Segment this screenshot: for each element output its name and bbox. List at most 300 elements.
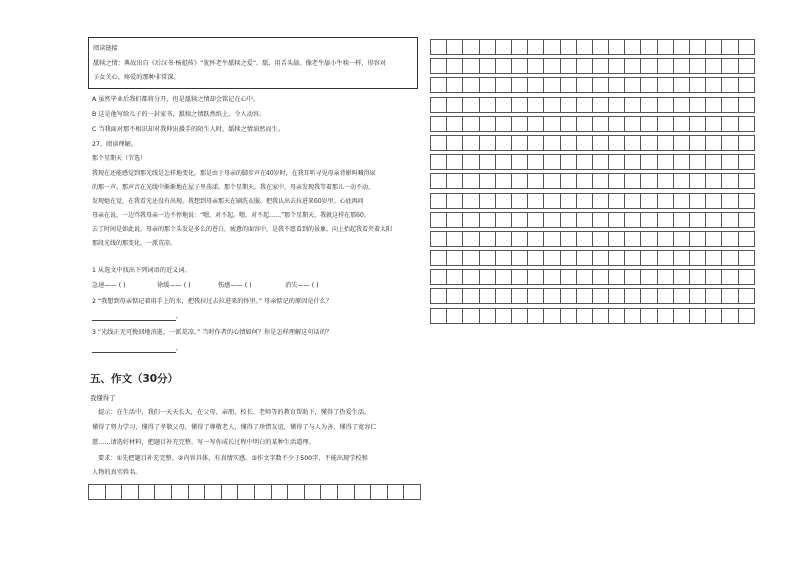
grid-cell[interactable] bbox=[592, 155, 608, 170]
grid-cell[interactable] bbox=[625, 212, 641, 227]
grid-cell[interactable] bbox=[722, 270, 738, 285]
grid-cell[interactable] bbox=[609, 270, 625, 285]
grid-cell[interactable] bbox=[560, 270, 576, 285]
grid-cell[interactable] bbox=[609, 97, 625, 112]
grid-cell[interactable] bbox=[447, 135, 463, 150]
grid-cell[interactable] bbox=[641, 116, 657, 131]
grid-cell[interactable] bbox=[576, 97, 592, 112]
grid-cell[interactable] bbox=[463, 270, 479, 285]
grid-cell[interactable] bbox=[722, 231, 738, 246]
grid-cell[interactable] bbox=[528, 270, 544, 285]
grid-cell[interactable] bbox=[528, 212, 544, 227]
grid-cell[interactable] bbox=[690, 270, 706, 285]
grid-cell[interactable] bbox=[592, 289, 608, 304]
grid-cell[interactable] bbox=[511, 116, 527, 131]
grid-cell[interactable] bbox=[722, 289, 738, 304]
grid-cell[interactable] bbox=[673, 289, 689, 304]
grid-cell[interactable] bbox=[495, 97, 511, 112]
grid-cell[interactable] bbox=[592, 231, 608, 246]
grid-cell[interactable] bbox=[706, 97, 722, 112]
grid-cell[interactable] bbox=[641, 251, 657, 266]
grid-cell[interactable] bbox=[592, 308, 608, 323]
grid-cell[interactable] bbox=[576, 59, 592, 74]
grid-cell[interactable] bbox=[722, 97, 738, 112]
grid-cell[interactable] bbox=[288, 485, 305, 500]
grid-cell[interactable] bbox=[625, 78, 641, 93]
grid-cell[interactable] bbox=[673, 59, 689, 74]
grid-cell[interactable] bbox=[706, 212, 722, 227]
grid-cell[interactable] bbox=[609, 116, 625, 131]
grid-cell[interactable] bbox=[657, 193, 673, 208]
grid-cell[interactable] bbox=[706, 174, 722, 189]
grid-cell[interactable] bbox=[560, 193, 576, 208]
grid-cell[interactable] bbox=[560, 308, 576, 323]
grid-cell[interactable] bbox=[722, 40, 738, 55]
grid-cell[interactable] bbox=[722, 251, 738, 266]
grid-cell[interactable] bbox=[271, 485, 288, 500]
grid-cell[interactable] bbox=[431, 251, 447, 266]
grid-cell[interactable] bbox=[479, 174, 495, 189]
grid-cell[interactable] bbox=[609, 231, 625, 246]
grid-cell[interactable] bbox=[625, 116, 641, 131]
grid-cell[interactable] bbox=[511, 155, 527, 170]
grid-cell[interactable] bbox=[576, 308, 592, 323]
grid-cell[interactable] bbox=[560, 289, 576, 304]
grid-cell[interactable] bbox=[657, 231, 673, 246]
grid-cell[interactable] bbox=[479, 193, 495, 208]
grid-cell[interactable] bbox=[576, 193, 592, 208]
grid-cell[interactable] bbox=[495, 155, 511, 170]
grid-cell[interactable] bbox=[560, 212, 576, 227]
grid-cell[interactable] bbox=[641, 289, 657, 304]
grid-cell[interactable] bbox=[105, 485, 122, 500]
grid-cell[interactable] bbox=[609, 212, 625, 227]
grid-cell[interactable] bbox=[609, 289, 625, 304]
grid-cell[interactable] bbox=[641, 212, 657, 227]
grid-cell[interactable] bbox=[511, 40, 527, 55]
grid-cell[interactable] bbox=[576, 289, 592, 304]
grid-cell[interactable] bbox=[657, 289, 673, 304]
grid-cell[interactable] bbox=[495, 174, 511, 189]
grid-cell[interactable] bbox=[463, 59, 479, 74]
grid-cell[interactable] bbox=[609, 308, 625, 323]
grid-cell[interactable] bbox=[673, 40, 689, 55]
grid-cell[interactable] bbox=[431, 78, 447, 93]
grid-cell[interactable] bbox=[188, 485, 205, 500]
grid-cell[interactable] bbox=[495, 251, 511, 266]
grid-cell[interactable] bbox=[447, 308, 463, 323]
grid-cell[interactable] bbox=[706, 78, 722, 93]
grid-cell[interactable] bbox=[511, 78, 527, 93]
grid-cell[interactable] bbox=[592, 193, 608, 208]
grid-cell[interactable] bbox=[221, 485, 238, 500]
grid-cell[interactable] bbox=[625, 135, 641, 150]
grid-cell[interactable] bbox=[657, 155, 673, 170]
grid-cell[interactable] bbox=[463, 40, 479, 55]
grid-cell[interactable] bbox=[738, 308, 754, 323]
grid-cell[interactable] bbox=[592, 59, 608, 74]
grid-cell[interactable] bbox=[576, 174, 592, 189]
grid-cell[interactable] bbox=[544, 231, 560, 246]
grid-cell[interactable] bbox=[528, 59, 544, 74]
grid-cell[interactable] bbox=[592, 212, 608, 227]
answer-line-2[interactable] bbox=[92, 320, 176, 321]
grid-cell[interactable] bbox=[544, 135, 560, 150]
grid-cell[interactable] bbox=[625, 155, 641, 170]
grid-cell[interactable] bbox=[609, 174, 625, 189]
grid-cell[interactable] bbox=[738, 289, 754, 304]
grid-cell[interactable] bbox=[609, 40, 625, 55]
grid-cell[interactable] bbox=[495, 135, 511, 150]
grid-cell[interactable] bbox=[641, 97, 657, 112]
grid-cell[interactable] bbox=[609, 135, 625, 150]
grid-cell[interactable] bbox=[463, 78, 479, 93]
grid-cell[interactable] bbox=[431, 289, 447, 304]
grid-cell[interactable] bbox=[690, 78, 706, 93]
grid-cell[interactable] bbox=[528, 308, 544, 323]
grid-cell[interactable] bbox=[673, 193, 689, 208]
grid-cell[interactable] bbox=[479, 308, 495, 323]
grid-cell[interactable] bbox=[738, 59, 754, 74]
grid-cell[interactable] bbox=[738, 155, 754, 170]
grid-cell[interactable] bbox=[431, 174, 447, 189]
grid-cell[interactable] bbox=[560, 40, 576, 55]
grid-cell[interactable] bbox=[495, 212, 511, 227]
grid-cell[interactable] bbox=[592, 251, 608, 266]
grid-cell[interactable] bbox=[657, 251, 673, 266]
grid-cell[interactable] bbox=[609, 59, 625, 74]
grid-cell[interactable] bbox=[738, 231, 754, 246]
grid-cell[interactable] bbox=[463, 308, 479, 323]
grid-cell[interactable] bbox=[609, 78, 625, 93]
grid-cell[interactable] bbox=[641, 155, 657, 170]
grid-cell[interactable] bbox=[511, 135, 527, 150]
grid-cell[interactable] bbox=[479, 135, 495, 150]
grid-cell[interactable] bbox=[431, 97, 447, 112]
grid-cell[interactable] bbox=[738, 212, 754, 227]
grid-cell[interactable] bbox=[690, 40, 706, 55]
grid-cell[interactable] bbox=[722, 78, 738, 93]
grid-cell[interactable] bbox=[528, 97, 544, 112]
grid-cell[interactable] bbox=[657, 59, 673, 74]
grid-cell[interactable] bbox=[690, 116, 706, 131]
grid-cell[interactable] bbox=[544, 97, 560, 112]
grid-cell[interactable] bbox=[722, 212, 738, 227]
grid-cell[interactable] bbox=[495, 308, 511, 323]
grid-cell[interactable] bbox=[205, 485, 222, 500]
grid-cell[interactable] bbox=[706, 155, 722, 170]
grid-cell[interactable] bbox=[511, 212, 527, 227]
grid-cell[interactable] bbox=[431, 270, 447, 285]
grid-cell[interactable] bbox=[447, 116, 463, 131]
grid-cell[interactable] bbox=[560, 59, 576, 74]
grid-cell[interactable] bbox=[479, 155, 495, 170]
grid-cell[interactable] bbox=[254, 485, 271, 500]
grid-cell[interactable] bbox=[155, 485, 172, 500]
grid-cell[interactable] bbox=[528, 193, 544, 208]
grid-cell[interactable] bbox=[304, 485, 321, 500]
grid-cell[interactable] bbox=[463, 251, 479, 266]
grid-cell[interactable] bbox=[544, 116, 560, 131]
grid-cell[interactable] bbox=[528, 40, 544, 55]
grid-cell[interactable] bbox=[371, 485, 388, 500]
grid-cell[interactable] bbox=[511, 251, 527, 266]
grid-cell[interactable] bbox=[592, 97, 608, 112]
grid-cell[interactable] bbox=[673, 231, 689, 246]
grid-cell[interactable] bbox=[592, 116, 608, 131]
grid-cell[interactable] bbox=[592, 174, 608, 189]
grid-cell[interactable] bbox=[447, 270, 463, 285]
grid-cell[interactable] bbox=[528, 135, 544, 150]
grid-cell[interactable] bbox=[625, 174, 641, 189]
grid-cell[interactable] bbox=[354, 485, 371, 500]
grid-cell[interactable] bbox=[738, 97, 754, 112]
grid-cell[interactable] bbox=[560, 251, 576, 266]
grid-cell[interactable] bbox=[238, 485, 255, 500]
grid-cell[interactable] bbox=[641, 174, 657, 189]
grid-cell[interactable] bbox=[463, 116, 479, 131]
grid-cell[interactable] bbox=[625, 97, 641, 112]
grid-cell[interactable] bbox=[479, 59, 495, 74]
grid-cell[interactable] bbox=[673, 212, 689, 227]
grid-cell[interactable] bbox=[447, 155, 463, 170]
grid-cell[interactable] bbox=[431, 59, 447, 74]
grid-cell[interactable] bbox=[576, 155, 592, 170]
grid-cell[interactable] bbox=[641, 59, 657, 74]
synonym-item-1[interactable]: 急速—— ( ) bbox=[92, 282, 126, 289]
grid-cell[interactable] bbox=[431, 308, 447, 323]
grid-cell[interactable] bbox=[544, 174, 560, 189]
grid-cell[interactable] bbox=[706, 59, 722, 74]
grid-cell[interactable] bbox=[431, 193, 447, 208]
grid-cell[interactable] bbox=[560, 135, 576, 150]
grid-cell[interactable] bbox=[447, 289, 463, 304]
grid-cell[interactable] bbox=[479, 78, 495, 93]
grid-cell[interactable] bbox=[657, 40, 673, 55]
grid-cell[interactable] bbox=[447, 251, 463, 266]
grid-cell[interactable] bbox=[641, 270, 657, 285]
grid-cell[interactable] bbox=[511, 59, 527, 74]
grid-cell[interactable] bbox=[657, 135, 673, 150]
grid-cell[interactable] bbox=[722, 174, 738, 189]
grid-cell[interactable] bbox=[625, 193, 641, 208]
grid-cell[interactable] bbox=[657, 116, 673, 131]
grid-cell[interactable] bbox=[431, 135, 447, 150]
grid-cell[interactable] bbox=[431, 40, 447, 55]
grid-cell[interactable] bbox=[722, 308, 738, 323]
grid-cell[interactable] bbox=[544, 270, 560, 285]
grid-cell[interactable] bbox=[544, 212, 560, 227]
grid-cell[interactable] bbox=[576, 251, 592, 266]
grid-cell[interactable] bbox=[673, 97, 689, 112]
grid-cell[interactable] bbox=[673, 251, 689, 266]
grid-cell[interactable] bbox=[447, 78, 463, 93]
synonym-item-4[interactable]: 消失—— ( ) bbox=[285, 282, 319, 289]
grid-cell[interactable] bbox=[641, 193, 657, 208]
grid-cell[interactable] bbox=[528, 289, 544, 304]
grid-cell[interactable] bbox=[706, 135, 722, 150]
grid-cell[interactable] bbox=[706, 193, 722, 208]
grid-cell[interactable] bbox=[609, 155, 625, 170]
grid-cell[interactable] bbox=[544, 155, 560, 170]
grid-cell[interactable] bbox=[641, 40, 657, 55]
grid-cell[interactable] bbox=[560, 155, 576, 170]
grid-cell[interactable] bbox=[560, 116, 576, 131]
grid-cell[interactable] bbox=[511, 270, 527, 285]
grid-cell[interactable] bbox=[690, 59, 706, 74]
grid-cell[interactable] bbox=[511, 193, 527, 208]
grid-cell[interactable] bbox=[479, 289, 495, 304]
grid-cell[interactable] bbox=[738, 193, 754, 208]
grid-cell[interactable] bbox=[479, 40, 495, 55]
grid-cell[interactable] bbox=[511, 174, 527, 189]
grid-cell[interactable] bbox=[722, 116, 738, 131]
grid-cell[interactable] bbox=[463, 174, 479, 189]
grid-cell[interactable] bbox=[447, 40, 463, 55]
grid-cell[interactable] bbox=[544, 40, 560, 55]
grid-cell[interactable] bbox=[722, 135, 738, 150]
grid-cell[interactable] bbox=[544, 251, 560, 266]
grid-cell[interactable] bbox=[738, 116, 754, 131]
grid-cell[interactable] bbox=[463, 231, 479, 246]
grid-cell[interactable] bbox=[495, 193, 511, 208]
grid-cell[interactable] bbox=[560, 231, 576, 246]
grid-cell[interactable] bbox=[447, 97, 463, 112]
grid-cell[interactable] bbox=[738, 40, 754, 55]
grid-cell[interactable] bbox=[625, 251, 641, 266]
grid-cell[interactable] bbox=[673, 78, 689, 93]
grid-cell[interactable] bbox=[706, 308, 722, 323]
grid-cell[interactable] bbox=[511, 231, 527, 246]
grid-cell[interactable] bbox=[690, 135, 706, 150]
grid-cell[interactable] bbox=[722, 193, 738, 208]
grid-cell[interactable] bbox=[657, 174, 673, 189]
grid-cell[interactable] bbox=[690, 308, 706, 323]
grid-cell[interactable] bbox=[447, 193, 463, 208]
grid-cell[interactable] bbox=[171, 485, 188, 500]
grid-cell[interactable] bbox=[447, 59, 463, 74]
grid-cell[interactable] bbox=[528, 251, 544, 266]
grid-cell[interactable] bbox=[387, 485, 404, 500]
grid-cell[interactable] bbox=[431, 231, 447, 246]
grid-cell[interactable] bbox=[641, 231, 657, 246]
grid-cell[interactable] bbox=[722, 155, 738, 170]
grid-cell[interactable] bbox=[560, 174, 576, 189]
grid-cell[interactable] bbox=[321, 485, 338, 500]
grid-cell[interactable] bbox=[544, 289, 560, 304]
grid-cell[interactable] bbox=[479, 270, 495, 285]
grid-cell[interactable] bbox=[463, 289, 479, 304]
grid-cell[interactable] bbox=[738, 78, 754, 93]
grid-cell[interactable] bbox=[592, 135, 608, 150]
grid-cell[interactable] bbox=[641, 78, 657, 93]
grid-cell[interactable] bbox=[89, 485, 106, 500]
grid-cell[interactable] bbox=[722, 59, 738, 74]
grid-cell[interactable] bbox=[447, 212, 463, 227]
grid-cell[interactable] bbox=[495, 59, 511, 74]
grid-cell[interactable] bbox=[690, 289, 706, 304]
grid-cell[interactable] bbox=[463, 212, 479, 227]
synonym-item-3[interactable]: 伤感—— ( ) bbox=[218, 282, 252, 289]
grid-cell[interactable] bbox=[447, 231, 463, 246]
grid-cell[interactable] bbox=[447, 174, 463, 189]
grid-cell[interactable] bbox=[463, 155, 479, 170]
grid-cell[interactable] bbox=[560, 97, 576, 112]
grid-cell[interactable] bbox=[463, 97, 479, 112]
grid-cell[interactable] bbox=[560, 78, 576, 93]
grid-cell[interactable] bbox=[576, 40, 592, 55]
grid-cell[interactable] bbox=[576, 231, 592, 246]
grid-cell[interactable] bbox=[690, 251, 706, 266]
grid-cell[interactable] bbox=[495, 231, 511, 246]
grid-cell[interactable] bbox=[738, 135, 754, 150]
grid-cell[interactable] bbox=[544, 59, 560, 74]
grid-cell[interactable] bbox=[431, 116, 447, 131]
grid-cell[interactable] bbox=[479, 116, 495, 131]
answer-line-3[interactable] bbox=[92, 352, 176, 353]
grid-cell[interactable] bbox=[337, 485, 354, 500]
grid-cell[interactable] bbox=[706, 289, 722, 304]
grid-cell[interactable] bbox=[528, 155, 544, 170]
grid-cell[interactable] bbox=[738, 270, 754, 285]
grid-cell[interactable] bbox=[544, 78, 560, 93]
grid-cell[interactable] bbox=[625, 289, 641, 304]
grid-cell[interactable] bbox=[463, 135, 479, 150]
grid-cell[interactable] bbox=[609, 193, 625, 208]
grid-cell[interactable] bbox=[673, 135, 689, 150]
grid-cell[interactable] bbox=[673, 308, 689, 323]
grid-cell[interactable] bbox=[657, 78, 673, 93]
grid-cell[interactable] bbox=[673, 174, 689, 189]
grid-cell[interactable] bbox=[706, 231, 722, 246]
grid-cell[interactable] bbox=[404, 485, 421, 500]
grid-cell[interactable] bbox=[657, 97, 673, 112]
grid-cell[interactable] bbox=[690, 174, 706, 189]
grid-cell[interactable] bbox=[122, 485, 139, 500]
grid-cell[interactable] bbox=[625, 231, 641, 246]
grid-cell[interactable] bbox=[528, 231, 544, 246]
grid-cell[interactable] bbox=[511, 97, 527, 112]
grid-cell[interactable] bbox=[138, 485, 155, 500]
grid-cell[interactable] bbox=[576, 212, 592, 227]
grid-cell[interactable] bbox=[576, 116, 592, 131]
grid-cell[interactable] bbox=[625, 40, 641, 55]
grid-cell[interactable] bbox=[592, 78, 608, 93]
grid-cell[interactable] bbox=[463, 193, 479, 208]
grid-cell[interactable] bbox=[625, 308, 641, 323]
grid-cell[interactable] bbox=[495, 40, 511, 55]
grid-cell[interactable] bbox=[738, 251, 754, 266]
grid-cell[interactable] bbox=[528, 78, 544, 93]
grid-cell[interactable] bbox=[544, 308, 560, 323]
grid-cell[interactable] bbox=[641, 308, 657, 323]
grid-cell[interactable] bbox=[592, 40, 608, 55]
grid-cell[interactable] bbox=[738, 174, 754, 189]
grid-cell[interactable] bbox=[528, 174, 544, 189]
grid-cell[interactable] bbox=[528, 116, 544, 131]
grid-cell[interactable] bbox=[690, 155, 706, 170]
grid-cell[interactable] bbox=[479, 251, 495, 266]
grid-cell[interactable] bbox=[576, 78, 592, 93]
grid-cell[interactable] bbox=[479, 231, 495, 246]
grid-cell[interactable] bbox=[657, 308, 673, 323]
grid-cell[interactable] bbox=[690, 193, 706, 208]
grid-cell[interactable] bbox=[690, 231, 706, 246]
grid-cell[interactable] bbox=[690, 212, 706, 227]
grid-cell[interactable] bbox=[673, 155, 689, 170]
grid-cell[interactable] bbox=[641, 135, 657, 150]
grid-cell[interactable] bbox=[495, 116, 511, 131]
